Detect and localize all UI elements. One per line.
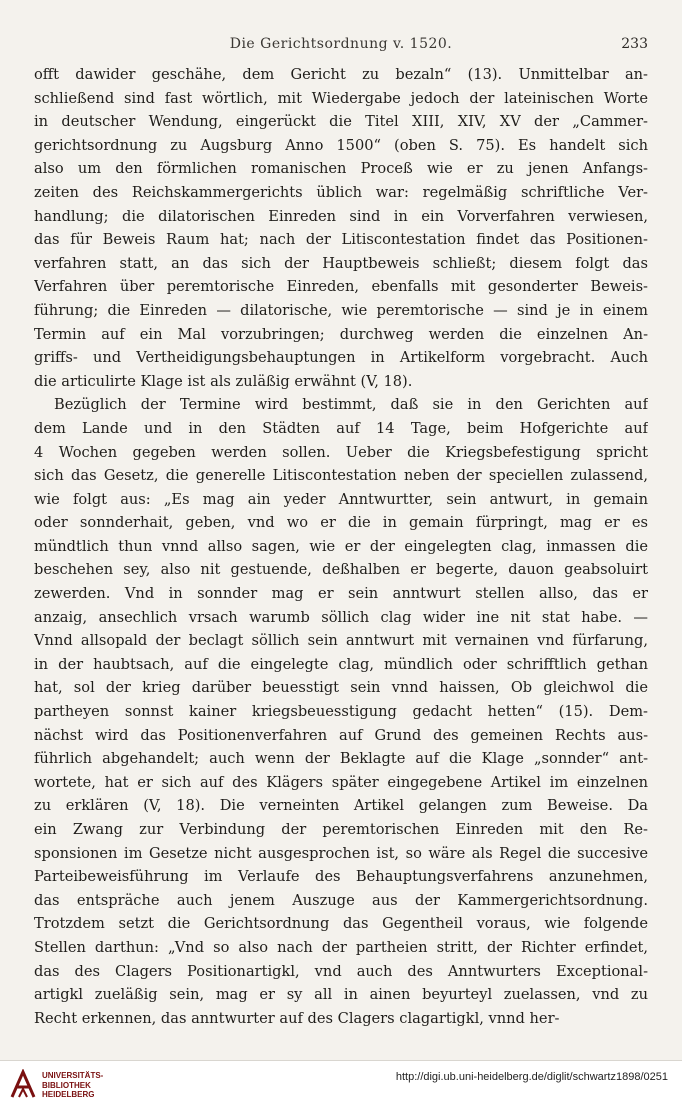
- page-number: 233: [621, 36, 648, 52]
- text-line: zewerden. Vnd in sonnder mag er sein anntwurt stellen allso, das er: [34, 585, 648, 603]
- text-line: sponsionen im Gesetze nicht ausgesprochen ist, so wäre als Regel die succesive: [34, 844, 648, 862]
- text-line: in der haubtsach, auf die eingelegte clag, mündlich oder schrifftlich gethan: [34, 655, 648, 673]
- logo-line: UNIVERSITÄTS-: [42, 1071, 104, 1080]
- text-line: das des Clagers Positionartigkl, vnd auch des Anntwurters Exceptional-: [34, 962, 648, 980]
- text-line: griffs- und Vertheidigungsbehauptungen in Artikelform vorgebracht. Auch: [34, 349, 648, 367]
- text-line: gerichtsordnung zu Augsburg Anno 1500“ (oben S. 75). Es handelt sich: [34, 136, 648, 154]
- text-line: Stellen darthun: „Vnd so also nach der partheien stritt, der Richter erfindet,: [34, 938, 648, 956]
- text-line: anzaig, ansechlich vrsach warumb söllich clag wider ine nit stat habe. —: [34, 608, 648, 626]
- text-line: schließend sind fast wörtlich, mit Wiedergabe jedoch der lateinischen Worte: [34, 89, 648, 107]
- text-line: zeiten des Reichskammergerichts üblich war: regelmäßig schriftliche Ver-: [34, 183, 648, 201]
- text-line: Trotzdem setzt die Gerichtsordnung das Gegentheil voraus, wie folgende: [34, 915, 648, 933]
- library-seal-icon: [10, 1069, 36, 1099]
- text-line: Bezüglich der Termine wird bestimmt, daß sie in den Gerichten auf: [54, 396, 648, 414]
- text-line: partheyen sonnst kainer kriegsbeuesstigung gedacht hetten“ (15). Dem-: [34, 703, 648, 721]
- text-line: mündtlich thun vnnd allso sagen, wie er der eingelegten clag, inmassen die: [34, 537, 648, 555]
- paragraph-2: [34, 393, 648, 1030]
- text-line: also um den förmlichen romanischen Proceß wie er zu jenen Anfangs-: [34, 160, 648, 178]
- library-logo-text: [42, 1071, 103, 1100]
- text-line: oder sonnderhait, geben, vnd wo er die in gemain fürpringt, mag er es: [34, 514, 648, 532]
- text-line: dem Lande und in den Städten auf 14 Tage, beim Hofgerichte auf: [34, 419, 648, 437]
- text-line: Verfahren über peremtorische Einreden, ebenfalls mit gesonderter Beweis-: [34, 278, 648, 296]
- text-line: zu erklären (V, 18). Die verneinten Artikel gelangen zum Beweise. Da: [34, 797, 648, 815]
- text-line: artigkl zueläßig sein, mag er sy all in ainen beyurteyl zuelassen, vnd zu: [34, 986, 648, 1004]
- text-line: Parteibeweisführung im Verlaufe des Behauptungsverfahrens anzunehmen,: [34, 868, 648, 886]
- source-url-link[interactable]: http://digi.ub.uni-heidelberg.de/diglit/schwartz1898/0251: [395, 1071, 668, 1083]
- text-line: Recht erkennen, das anntwurter auf des Clagers clagartigkl, vnnd her-: [34, 1009, 560, 1027]
- text-line: 4 Wochen gegeben werden sollen. Ueber die Kriegsbefestigung spricht: [34, 443, 648, 461]
- text-line: verfahren statt, an das sich der Hauptbeweis schließt; diesem folgt das: [34, 254, 648, 272]
- text-line: sich das Gesetz, die generelle Litiscontestation neben der speciellen zulassend,: [34, 467, 648, 485]
- text-line: die articulirte Klage ist als zuläßig erwähnt (V, 18).: [34, 372, 413, 390]
- text-line: wie folgt aus: „Es mag ain yeder Anntwurtter, sein antwurt, in gemain: [34, 490, 648, 508]
- running-head: [34, 36, 648, 58]
- logo-line: HEIDELBERG: [42, 1090, 95, 1099]
- text-line: das entspräche auch jenem Auszuge aus der Kammergerichtsordnung.: [34, 891, 648, 909]
- text-line: wortete, hat er sich auf des Klägers später eingegebene Artikel im einzelnen: [34, 773, 648, 791]
- text-line: Vnnd allsopald der beclagt söllich sein anntwurt mit vernainen vnd fürfarung,: [34, 632, 648, 650]
- logo-line: BIBLIOTHEK: [42, 1080, 91, 1090]
- text-line: führung; die Einreden — dilatorische, wie peremtorische — sind je in einem: [34, 301, 648, 319]
- text-line: führlich abgehandelt; auch wenn der Beklagte auf die Klage „sonnder“ ant-: [34, 750, 648, 768]
- paragraph-1: [34, 63, 648, 393]
- text-line: offt dawider geschähe, dem Gericht zu bezaln“ (13). Unmittelbar an-: [34, 66, 648, 83]
- text-line: nächst wird das Positionenverfahren auf Grund des gemeinen Rechts aus-: [34, 726, 648, 744]
- text-line: Termin auf ein Mal vorzubringen; durchweg werden die einzelnen An-: [34, 325, 648, 343]
- footer-bar: [0, 1060, 682, 1110]
- body-text: [34, 63, 648, 1030]
- text-line: ein Zwang zur Verbindung der peremtorischen Einreden mit den Re-: [34, 821, 648, 838]
- text-line: in deutscher Wendung, eingerückt die Titel XIII, XIV, XV der „Cammer-: [34, 113, 648, 131]
- text-line: hat, sol der krieg darüber beuesstigt sein vnnd haissen, Ob gleichwol die: [34, 679, 648, 697]
- running-title: Die Gerichtsordnung v. 1520.: [229, 36, 453, 52]
- text-line: handlung; die dilatorischen Einreden sind in ein Vorverfahren verwiesen,: [34, 207, 648, 225]
- text-line: das für Beweis Raum hat; nach der Litiscontestation findet das Positionen-: [34, 231, 648, 249]
- text-line: beschehen sey, also nit gestuende, deßhalben er begerte, dauon geabsoluirt: [34, 561, 648, 579]
- library-logo[interactable]: [10, 1067, 130, 1105]
